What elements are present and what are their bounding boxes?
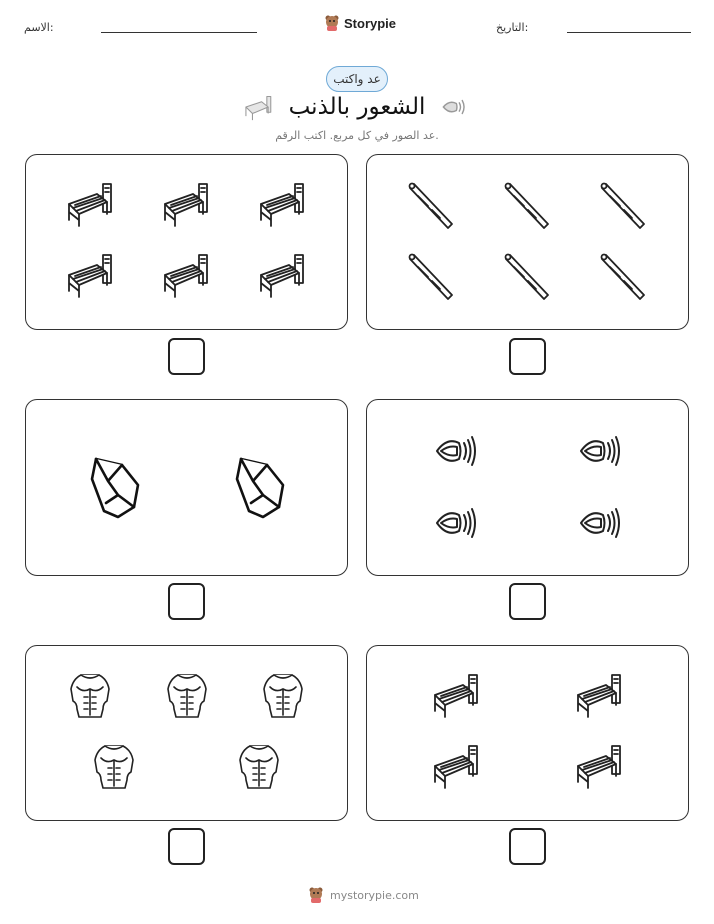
name-label: الاسم: <box>24 21 54 34</box>
bear-icon <box>324 14 340 32</box>
page-title: الشعور بالذنب <box>288 94 426 120</box>
brand-name: Storypie <box>344 15 397 31</box>
rock-icon <box>237 459 283 517</box>
instructions-text: عد الصور في كل مربع. اكتب الرقم. <box>275 129 439 142</box>
bear-icon <box>308 886 324 904</box>
bed-icon <box>261 184 303 226</box>
torso-icon <box>95 746 133 788</box>
stick-icon <box>602 184 645 229</box>
storypie-logo <box>324 12 396 34</box>
torso-icon <box>71 675 109 717</box>
rock-icon <box>92 459 138 517</box>
mouth-sound-icon <box>437 437 475 465</box>
answer-box[interactable] <box>509 338 546 375</box>
count-panel-beds-4 <box>366 645 689 821</box>
mouth-sound-icon <box>581 437 619 465</box>
stick-icon <box>602 255 645 300</box>
bed-icon <box>261 255 303 297</box>
torso-icon <box>168 675 206 717</box>
count-panel-mouths-4 <box>366 399 689 576</box>
bed-icon <box>435 746 477 788</box>
bed-icon <box>69 255 111 297</box>
name-line[interactable] <box>101 32 257 33</box>
bed-icon <box>578 746 620 788</box>
answer-box[interactable] <box>168 828 205 865</box>
torso-icon <box>240 746 278 788</box>
footer-url[interactable]: mystorypie.com <box>330 888 419 902</box>
answer-box[interactable] <box>168 338 205 375</box>
mouth-sound-icon <box>581 509 619 537</box>
bed-icon <box>578 675 620 717</box>
bed-icon <box>165 184 207 226</box>
stick-icon <box>506 184 549 229</box>
bed-icon <box>165 255 207 297</box>
stick-icon <box>410 255 453 300</box>
torso-icon <box>264 675 302 717</box>
date-label: التاريخ: <box>496 21 529 34</box>
count-panel-beds-6 <box>25 154 348 330</box>
count-panel-rocks-2 <box>25 399 348 576</box>
count-panel-sticks-6 <box>366 154 689 330</box>
mouth-sound-icon <box>441 96 467 122</box>
instruction-badge: عد واكتب <box>326 66 388 92</box>
answer-box[interactable] <box>168 583 205 620</box>
stick-icon <box>410 184 453 229</box>
mouth-sound-icon <box>437 509 475 537</box>
answer-box[interactable] <box>509 828 546 865</box>
date-line[interactable] <box>567 32 691 33</box>
bed-icon <box>435 675 477 717</box>
stick-icon <box>506 255 549 300</box>
answer-box[interactable] <box>509 583 546 620</box>
count-panel-torsos-5 <box>25 645 348 821</box>
footer <box>308 884 419 906</box>
bed-icon <box>69 184 111 226</box>
